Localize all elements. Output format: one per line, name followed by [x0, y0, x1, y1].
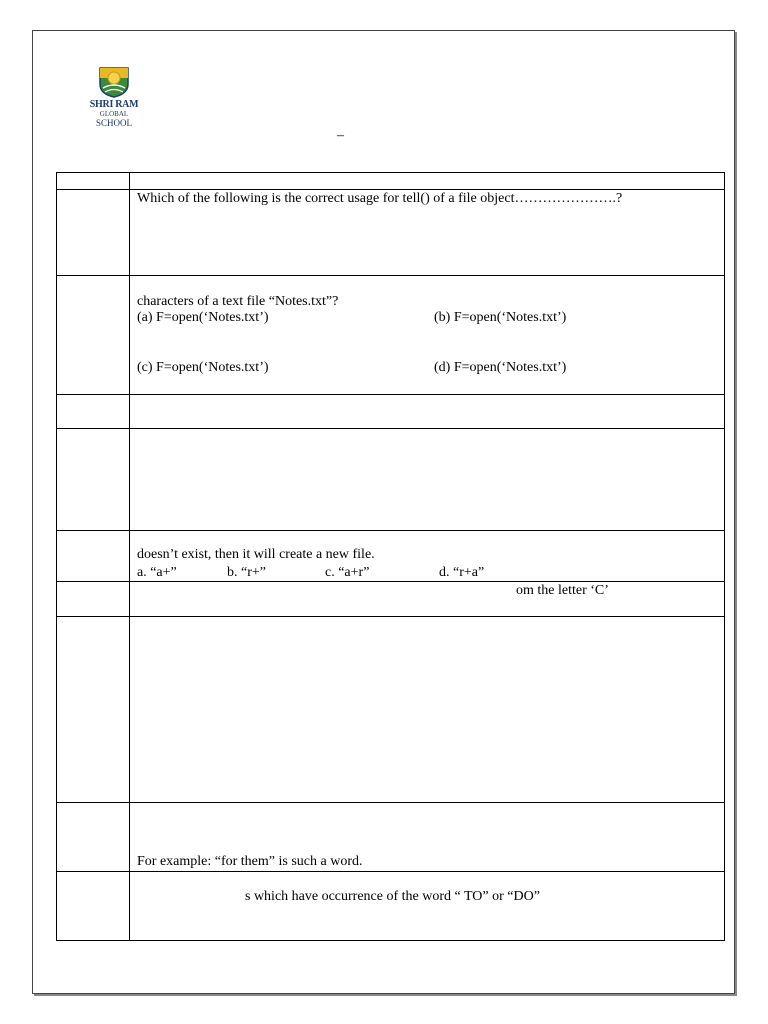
question-number-cell	[57, 582, 130, 617]
logo-line-1: SHRI RAM	[89, 99, 139, 110]
q2-option-c: (c) F=open(‘Notes.txt’)	[137, 360, 269, 375]
question-text-cell	[130, 395, 725, 429]
q2-option-b: (b) F=open(‘Notes.txt’)	[434, 310, 567, 325]
q5-option-d: d. “r+a”	[439, 565, 485, 580]
header-number-cell	[57, 173, 130, 190]
question-text-cell	[130, 276, 725, 395]
question-number-cell	[57, 276, 130, 395]
question-number-cell	[57, 803, 130, 872]
q2-text: characters of a text file “Notes.txt”?	[137, 294, 339, 309]
question-number-cell	[57, 429, 130, 531]
table-row	[57, 582, 725, 617]
table-row	[57, 531, 725, 582]
question-text-cell	[130, 531, 725, 582]
header-text-cell	[130, 173, 725, 190]
question-number-cell	[57, 617, 130, 803]
q6-text: om the letter ‘C’	[516, 583, 609, 598]
q5-option-b: b. “r+”	[227, 565, 266, 580]
question-number-cell	[57, 395, 130, 429]
header-dash: –	[337, 128, 344, 143]
question-table	[56, 172, 725, 941]
table-row	[57, 190, 725, 276]
school-logo	[80, 64, 148, 130]
table-row	[57, 429, 725, 531]
q5-option-c: c. “a+r”	[325, 565, 370, 580]
q9-text: s which have occurrence of the word “ TO” or “DO”	[245, 889, 540, 904]
table-row	[57, 803, 725, 872]
table-row	[57, 276, 725, 395]
table-row	[57, 395, 725, 429]
question-number-cell	[57, 190, 130, 276]
table-row	[57, 872, 725, 941]
question-text-cell	[130, 190, 725, 276]
question-text-cell	[130, 582, 725, 617]
table-row	[57, 617, 725, 803]
q5-text: doesn’t exist, then it will create a new file.	[137, 547, 375, 562]
question-text-cell	[130, 872, 725, 941]
question-text-cell	[130, 617, 725, 803]
question-number-cell	[57, 531, 130, 582]
q2-option-a: (a) F=open(‘Notes.txt’)	[137, 310, 269, 325]
q5-option-a: a. “a+”	[137, 565, 177, 580]
q2-option-d: (d) F=open(‘Notes.txt’)	[434, 360, 567, 375]
q1-text: Which of the following is the correct usage for tell() of a file object………………….?	[137, 191, 623, 206]
q8-text: For example: “for them” is such a word.	[137, 854, 363, 869]
table-header-row	[57, 173, 725, 190]
question-number-cell	[57, 872, 130, 941]
question-text-cell	[130, 803, 725, 872]
school-crest-icon	[94, 64, 134, 98]
logo-line-2: GLOBAL	[99, 110, 129, 118]
logo-line-3: SCHOOL	[95, 118, 132, 128]
question-text-cell	[130, 429, 725, 531]
